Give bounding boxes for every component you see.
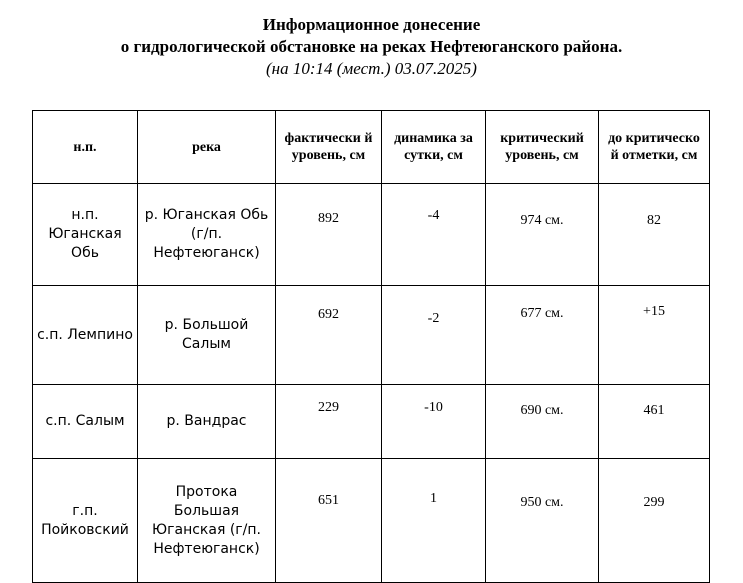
actual-level-cell: 651 xyxy=(276,459,382,583)
to-critical-cell: 299 xyxy=(599,459,710,583)
actual-level-cell: 692 xyxy=(276,286,382,385)
column-header-actual-level: фактически й уровень, см xyxy=(276,111,382,184)
settlement-cell: г.п. Пойковский xyxy=(33,459,138,583)
river-cell: р. Вандрас xyxy=(138,385,276,459)
dynamics-cell: -4 xyxy=(382,184,486,286)
river-cell: р. Большой Салым xyxy=(138,286,276,385)
dynamics-cell: 1 xyxy=(382,459,486,583)
table-row xyxy=(33,385,710,459)
settlement-cell: с.п. Лемпино xyxy=(33,286,138,385)
table-row xyxy=(33,286,710,385)
actual-level-cell: 229 xyxy=(276,385,382,459)
column-header-settlement: н.п. xyxy=(33,111,138,184)
river-cell: Протока Большая Юганская (г/п. Нефтеюганск) xyxy=(138,459,276,583)
settlement-cell: н.п. Юганская Обь xyxy=(33,184,138,286)
critical-level-cell: 974 см. xyxy=(486,184,599,286)
dynamics-cell: -10 xyxy=(382,385,486,459)
report-title: Информационное донесение xyxy=(262,15,481,34)
critical-level-cell: 677 см. xyxy=(486,286,599,385)
to-critical-cell: 82 xyxy=(599,184,710,286)
settlement-cell: с.п. Салым xyxy=(33,385,138,459)
table-header-row xyxy=(33,111,710,184)
critical-level-cell: 950 см. xyxy=(486,459,599,583)
river-cell: р. Юганская Обь (г/п. Нефтеюганск) xyxy=(138,184,276,286)
actual-level-cell: 892 xyxy=(276,184,382,286)
hydrology-table xyxy=(32,110,710,583)
critical-level-cell: 690 см. xyxy=(486,385,599,459)
table-row xyxy=(33,184,710,286)
dynamics-cell: -2 xyxy=(382,286,486,385)
column-header-river: река xyxy=(138,111,276,184)
report-timestamp: (на 10:14 (мест.) 03.07.2025) xyxy=(266,59,477,78)
column-header-critical-level: критический уровень, см xyxy=(486,111,599,184)
column-header-to-critical-mark: до критическо й отметки, см xyxy=(599,111,710,184)
to-critical-cell: +15 xyxy=(599,286,710,385)
table-row xyxy=(33,459,710,583)
to-critical-cell: 461 xyxy=(599,385,710,459)
column-header-daily-dynamics: динамика за сутки, см xyxy=(382,111,486,184)
report-subtitle: о гидрологической обстановке на реках Нефтеюганского района. xyxy=(120,37,623,56)
